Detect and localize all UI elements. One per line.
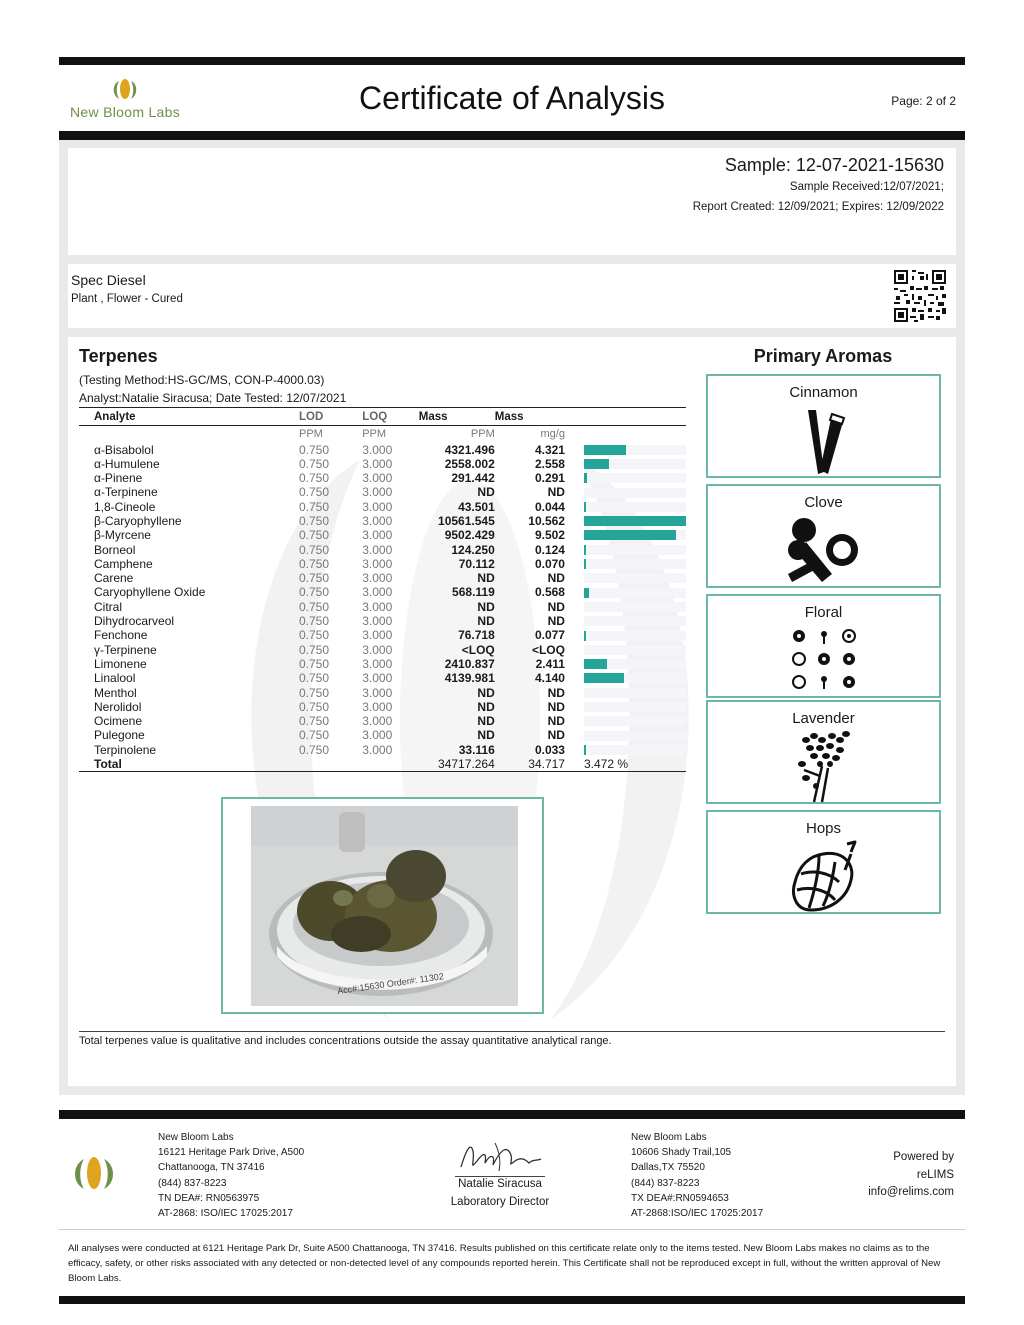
analyte-name: β-Caryophyllene [94, 513, 182, 528]
concentration-bar-track [584, 645, 686, 655]
concentration-bar [584, 459, 609, 469]
concentration-bar-track [584, 545, 686, 555]
mass-mg-value: 4.321 [534, 442, 565, 457]
concentration-bar-track [584, 473, 686, 483]
footer-divider [59, 1229, 965, 1230]
table-row [79, 500, 686, 514]
mass-ppm-value: 70.112 [458, 556, 495, 571]
aroma-card-hops [706, 810, 941, 914]
sample-photo [251, 806, 518, 1006]
total-loq [362, 757, 419, 772]
mass-mg-value: ND [547, 599, 565, 614]
analyte-name: Dihydrocarveol [94, 614, 175, 629]
loq-value: 3.000 [362, 542, 393, 557]
mass-mg-value: 10.562 [528, 513, 565, 528]
sample-received: Sample Received:12/07/2021; [789, 181, 944, 193]
document-title: Certificate of Analysis [359, 80, 665, 116]
aroma-name: Hops [805, 820, 842, 837]
analyte-name: Citral [94, 599, 123, 614]
mass-mg-value: <LOQ [531, 642, 565, 657]
mass-ppm-value: 291.442 [451, 471, 495, 486]
col-lod: LOD [299, 408, 362, 426]
concentration-bar [584, 659, 607, 669]
mass-ppm-value: ND [477, 699, 495, 714]
mass-mg-value: 0.044 [534, 499, 565, 514]
photo-label: Acc#:15630 Order#: 11302 [336, 971, 445, 997]
flowers-icon [784, 624, 864, 696]
concentration-bar-track [584, 673, 686, 683]
concentration-bar [584, 516, 686, 526]
lod-value: 0.750 [299, 714, 330, 729]
table-row [79, 686, 686, 700]
table-row [79, 471, 686, 485]
loq-value: 3.000 [362, 485, 393, 500]
unit-lod: PPM [299, 426, 362, 443]
col-bar [565, 408, 686, 426]
total-lod [299, 757, 362, 772]
col-mass-ppm: Mass [419, 408, 495, 426]
product-panel [68, 264, 956, 328]
lod-value: 0.750 [299, 471, 330, 486]
mass-ppm-value: 2558.002 [444, 456, 495, 471]
concentration-bar [584, 745, 586, 755]
lod-value: 0.750 [299, 485, 330, 500]
table-row [79, 643, 686, 657]
lod-value: 0.750 [299, 642, 330, 657]
contact-email: info@relims.com [868, 1186, 954, 1199]
mass-mg-value: ND [547, 571, 565, 586]
analyte-name: Caryophyllene Oxide [94, 585, 206, 600]
total-row [79, 757, 686, 772]
concentration-bar [584, 502, 586, 512]
mass-mg-value: 0.124 [534, 542, 565, 557]
lod-value: 0.750 [299, 571, 330, 586]
unit-ppm: PPM [419, 426, 495, 443]
aromas-title: Primary Aromas [753, 346, 893, 366]
product-type: Plant , Flower - Cured [71, 293, 183, 305]
aroma-name: Clove [804, 494, 843, 511]
concentration-bar-track [584, 530, 686, 540]
aroma-card-clove [706, 484, 941, 588]
lod-value: 0.750 [299, 728, 330, 743]
lod-value: 0.750 [299, 685, 330, 700]
table-row [79, 628, 686, 642]
loq-value: 3.000 [362, 614, 393, 629]
mass-ppm-value: ND [477, 728, 495, 743]
total-terpenes-note: Total terpenes value is qualitative and includes concentrations outside the assay quantitative analytical range. [79, 1035, 612, 1047]
lod-value: 0.750 [299, 542, 330, 557]
mass-mg-value: 4.140 [534, 671, 565, 686]
mass-ppm-value: ND [477, 485, 495, 500]
concentration-bar [584, 631, 586, 641]
loq-value: 3.000 [362, 671, 393, 686]
concentration-bar-track [584, 445, 686, 455]
concentration-bar [584, 545, 586, 555]
concentration-bar-track [584, 488, 686, 498]
concentration-bar-track [584, 659, 686, 669]
terpenes-table [79, 407, 686, 772]
total-mg: 34.717 [495, 757, 565, 772]
loq-value: 3.000 [362, 471, 393, 486]
concentration-bar-track [584, 688, 686, 698]
lod-value: 0.750 [299, 528, 330, 543]
unit-loq: PPM [362, 426, 419, 443]
hops-icon [789, 840, 859, 914]
analyte-name: Pulegone [94, 728, 145, 743]
table-row [79, 557, 686, 571]
mass-ppm-value: 2410.837 [444, 656, 495, 671]
table-row [79, 543, 686, 557]
mass-mg-value: ND [547, 728, 565, 743]
col-loq: LOQ [362, 408, 419, 426]
col-mass-mg: Mass [495, 408, 565, 426]
table-header-row [79, 408, 686, 426]
table-row [79, 728, 686, 742]
table-row [79, 514, 686, 528]
concentration-bar-track [584, 588, 686, 598]
analyte-name: β-Myrcene [94, 528, 151, 543]
analyte-name: Linalool [94, 671, 136, 686]
director-signature [455, 1137, 545, 1177]
concentration-bar-track [584, 745, 686, 755]
mass-ppm-value: ND [477, 685, 495, 700]
mass-ppm-value: ND [477, 599, 495, 614]
concentration-bar-track [584, 459, 686, 469]
analyte-name: Limonene [94, 656, 147, 671]
mass-mg-value: ND [547, 485, 565, 500]
total-ppm: 34717.264 [419, 757, 495, 772]
page-number: Page: 2 of 2 [891, 94, 956, 108]
total-label: Total [79, 757, 299, 772]
table-row [79, 657, 686, 671]
concentration-bar-track [584, 731, 686, 741]
cinnamon-icon [794, 404, 854, 476]
lod-value: 0.750 [299, 742, 330, 757]
header-top-rule [59, 57, 965, 65]
mass-mg-value: 0.568 [534, 585, 565, 600]
concentration-bar [584, 673, 624, 683]
mass-mg-value: ND [547, 685, 565, 700]
analyte-name: Borneol [94, 542, 136, 557]
mass-mg-value: 2.411 [535, 656, 565, 671]
aroma-card-floral [706, 594, 941, 698]
loq-value: 3.000 [362, 656, 393, 671]
header-bottom-rule [59, 131, 965, 140]
qr-code-icon [894, 270, 946, 322]
lod-value: 0.750 [299, 456, 330, 471]
table-row [79, 600, 686, 614]
mass-ppm-value: 33.116 [458, 742, 495, 757]
footer-top-rule [59, 1110, 965, 1119]
loq-value: 3.000 [362, 728, 393, 743]
director-name: Natalie Siracusa [458, 1178, 542, 1190]
disclaimer: All analyses were conducted at 6121 Heritage Park Dr, Suite A500 Chattanooga, TN 37416. Results published on this certificate relate only to the items tested. New Bloom Labs makes no claims as to the efficacy, safety, or other risks associated with any detected or non-detected level of any compounds reported herein. This Certificate shall not be reproduced except in full, without the written approval of New Bloom Labs. [68, 1243, 941, 1285]
sample-id: Sample: 12-07-2021-15630 [724, 155, 944, 175]
sample-photo-frame [221, 797, 544, 1014]
analyte-name: Terpinolene [94, 742, 157, 757]
aroma-name: Floral [804, 604, 843, 621]
lod-value: 0.750 [299, 585, 330, 600]
table-row [79, 671, 686, 685]
aroma-card-lavender [706, 700, 941, 804]
col-analyte: Analyte [79, 408, 299, 426]
signature-line [455, 1176, 545, 1177]
loq-value: 3.000 [362, 528, 393, 543]
note-divider [79, 1031, 945, 1032]
footer-leaf-logo-icon [70, 1155, 118, 1191]
loq-value: 3.000 [362, 556, 393, 571]
loq-value: 3.000 [362, 642, 393, 657]
report-dates: Report Created: 12/09/2021; Expires: 12/09/2022 [692, 201, 944, 213]
mass-mg-value: ND [547, 699, 565, 714]
loq-value: 3.000 [362, 499, 393, 514]
table-row [79, 585, 686, 599]
analyte-name: γ-Terpinene [94, 642, 157, 657]
footer-bottom-rule [59, 1296, 965, 1304]
mass-mg-value: ND [547, 614, 565, 629]
aroma-name: Lavender [792, 710, 855, 727]
concentration-bar-track [584, 573, 686, 583]
table-row [79, 714, 686, 728]
mass-ppm-value: 4321.496 [444, 442, 495, 457]
testing-method: (Testing Method:HS-GC/MS, CON-P-4000.03) [79, 373, 325, 387]
loq-value: 3.000 [362, 714, 393, 729]
mass-ppm-value: 76.718 [458, 628, 495, 643]
mass-mg-value: 0.077 [534, 628, 565, 643]
total-percent: 3.472 % [565, 757, 686, 772]
analyte-name: α-Pinene [94, 471, 143, 486]
mass-mg-value: 0.033 [534, 742, 565, 757]
mass-mg-value: 2.558 [534, 456, 565, 471]
lod-value: 0.750 [299, 513, 330, 528]
loq-value: 3.000 [362, 699, 393, 714]
lab-address-right: New Bloom Labs 10606 Shady Trail,105 Dallas,TX 75520 (844) 837-8223 TX DEA#:RN0594653 AT-2868:ISO/IEC 17025:2017 [631, 1132, 764, 1220]
lod-value: 0.750 [299, 556, 330, 571]
loq-value: 3.000 [362, 456, 393, 471]
lavender-icon [794, 730, 854, 804]
mass-ppm-value: ND [477, 571, 495, 586]
mass-ppm-value: 568.119 [452, 585, 495, 600]
unit-mg: mg/g [495, 426, 565, 443]
concentration-bar-track [584, 559, 686, 569]
analyte-name: Camphene [94, 556, 153, 571]
concentration-bar [584, 588, 590, 598]
concentration-bar-track [584, 702, 686, 712]
concentration-bar-track [584, 502, 686, 512]
director-title: Laboratory Director [450, 1196, 550, 1208]
table-row [79, 743, 686, 757]
analyte-name: α-Terpinene [94, 485, 158, 500]
concentration-bar [584, 559, 586, 569]
concentration-bar [584, 445, 626, 455]
analyte-name: Nerolidol [94, 699, 142, 714]
aroma-card-cinnamon [706, 374, 941, 478]
lod-value: 0.750 [299, 699, 330, 714]
loq-value: 3.000 [362, 442, 393, 457]
analyte-name: Ocimene [94, 714, 143, 729]
lod-value: 0.750 [299, 442, 330, 457]
loq-value: 3.000 [362, 742, 393, 757]
table-row [79, 485, 686, 499]
logo-text: New Bloom Labs [70, 104, 181, 120]
analyte-name: Menthol [94, 685, 137, 700]
mass-mg-value: 0.070 [534, 556, 565, 571]
concentration-bar [584, 473, 587, 483]
lod-value: 0.750 [299, 599, 330, 614]
loq-value: 3.000 [362, 513, 393, 528]
concentration-bar-track [584, 616, 686, 626]
concentration-bar-track [584, 631, 686, 641]
analyst-info: Analyst:Natalie Siracusa; Date Tested: 12/07/2021 [79, 391, 347, 405]
lod-value: 0.750 [299, 656, 330, 671]
analyte-name: Carene [94, 571, 134, 586]
aroma-name: Cinnamon [789, 384, 858, 401]
mass-ppm-value: 4139.981 [444, 671, 495, 686]
loq-value: 3.000 [362, 628, 393, 643]
mass-ppm-value: 43.501 [458, 499, 495, 514]
concentration-bar-track [584, 602, 686, 612]
clove-icon [784, 514, 864, 586]
table-row [79, 443, 686, 457]
loq-value: 3.000 [362, 685, 393, 700]
lod-value: 0.750 [299, 671, 330, 686]
lod-value: 0.750 [299, 499, 330, 514]
mass-ppm-value: 124.250 [451, 542, 495, 557]
loq-value: 3.000 [362, 599, 393, 614]
mass-mg-value: 9.502 [534, 528, 565, 543]
table-row [79, 528, 686, 542]
table-row [79, 571, 686, 585]
analyte-name: 1,8-Cineole [94, 499, 156, 514]
table-row [79, 457, 686, 471]
analyte-name: α-Humulene [94, 456, 160, 471]
lod-value: 0.750 [299, 628, 330, 643]
mass-mg-value: ND [547, 714, 565, 729]
mass-ppm-value: 9502.429 [444, 528, 495, 543]
concentration-bar-track [584, 716, 686, 726]
lab-address-left: New Bloom Labs 16121 Heritage Park Drive, A500 Chattanooga, TN 37416 (844) 837-8223 TN DEA#: RN0563975 AT-2868: ISO/IEC 17025:2017 [158, 1132, 305, 1220]
mass-ppm-value: ND [477, 614, 495, 629]
product-name: Spec Diesel [71, 272, 146, 288]
concentration-bar-track [584, 516, 686, 526]
units-row [79, 426, 686, 443]
table-row [79, 614, 686, 628]
concentration-bar [584, 530, 676, 540]
analyte-name: α-Bisabolol [94, 442, 154, 457]
mass-ppm-value: 10561.545 [438, 513, 495, 528]
mass-mg-value: 0.291 [534, 471, 565, 486]
loq-value: 3.000 [362, 571, 393, 586]
table-row [79, 700, 686, 714]
analyte-name: Fenchone [94, 628, 148, 643]
lod-value: 0.750 [299, 614, 330, 629]
mass-ppm-value: <LOQ [461, 642, 495, 657]
loq-value: 3.000 [362, 585, 393, 600]
powered-by: Powered by reLIMS info@relims.com [868, 1149, 954, 1202]
mass-ppm-value: ND [477, 714, 495, 729]
terpenes-title: Terpenes [79, 346, 158, 366]
